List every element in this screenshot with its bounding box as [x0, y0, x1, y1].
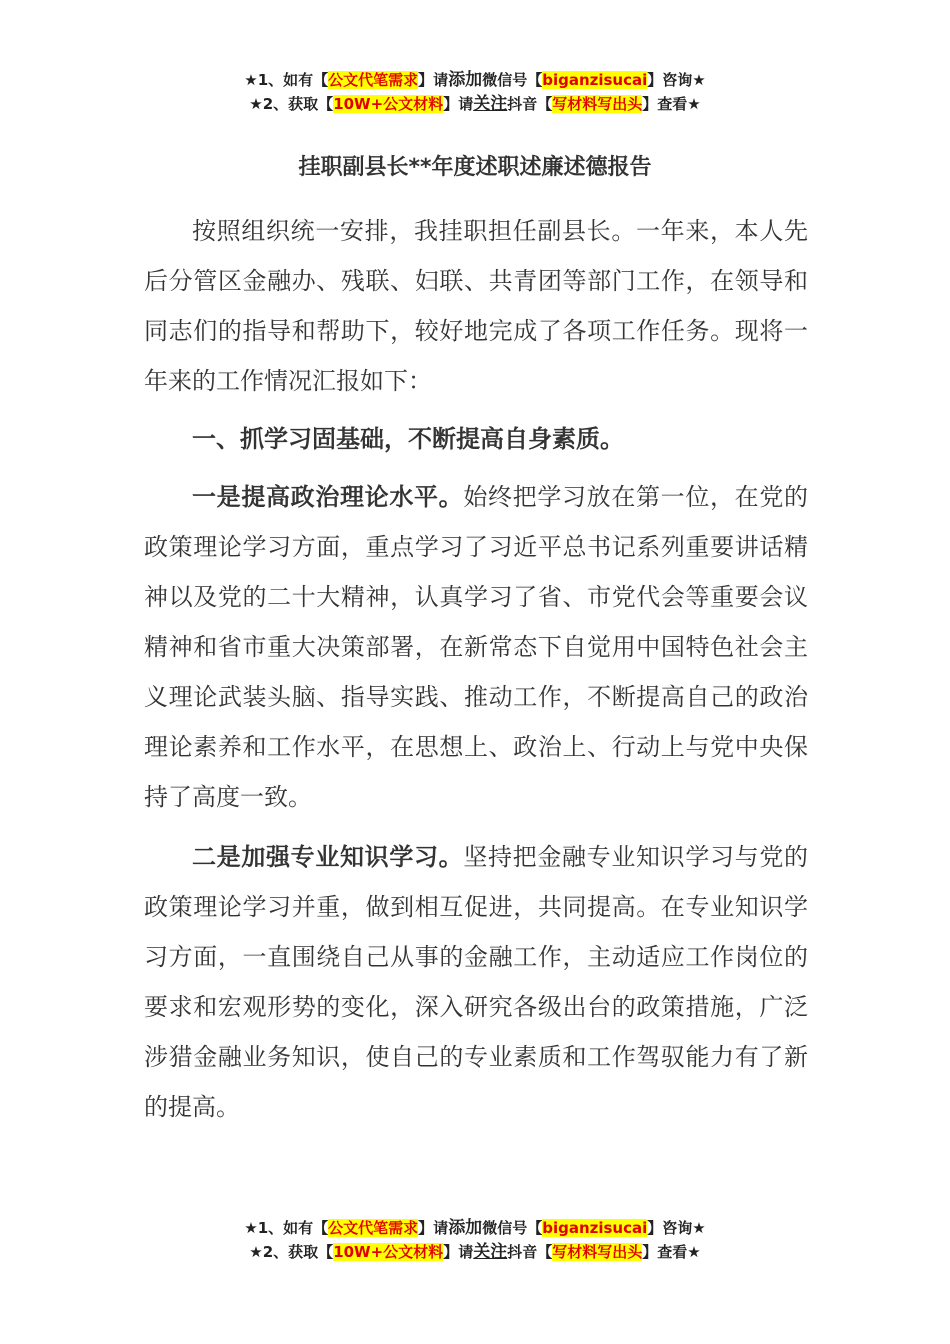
- banner-highlight: biganzisucai: [542, 71, 648, 89]
- document-body: [144, 206, 808, 1132]
- banner-text: 】查看★: [642, 95, 701, 113]
- paragraph-lead: 二是加强专业知识学习。: [192, 843, 464, 871]
- banner-emphasis: 关注: [473, 94, 508, 114]
- banner-highlight: 10W+公文材料: [333, 95, 444, 113]
- banner-highlight: 公文代笔需求: [328, 71, 419, 89]
- section-heading: 一、抓学习固基础，不断提高自身素质。: [192, 425, 624, 453]
- banner-text: ★2、获取【: [249, 1243, 334, 1261]
- banner-text: ★1、如有【: [244, 1219, 329, 1237]
- banner-text: ★2、获取【: [249, 95, 334, 113]
- banner-text: 抖音【: [507, 95, 553, 113]
- paragraph-text: 始终把学习放在第一位，在党的政策理论学习方面，重点学习了习近平总书记系列重要讲话精神以及党的二十大精神，认真学习了省、市党代会等重要会议精神和省市重大决策部署，在新常态下自觉用中国特色社会主义理论武装头脑、指导实践、推动工作，不断提高自己的政治理论素养和工作水平，在思想上、政治上、行动上与党中央保持了高度一致。: [144, 483, 809, 811]
- banner-text: 】查看★: [642, 1243, 701, 1261]
- banner-line-1: [0, 1216, 950, 1240]
- paragraph-professional-knowledge: [144, 832, 808, 1132]
- banner-emphasis: 关注: [473, 1242, 508, 1262]
- banner-text: 】请: [418, 71, 449, 89]
- banner-text: 】请: [443, 95, 474, 113]
- banner-highlight: biganzisucai: [542, 1219, 648, 1237]
- banner-text: 微信号【: [482, 1219, 543, 1237]
- paragraph-lead: 一是提高政治理论水平。: [192, 483, 464, 511]
- header-banner: [0, 68, 950, 116]
- intro-paragraph: 按照组织统一安排，我挂职担任副县长。一年来，本人先后分管区金融办、残联、妇联、共青团等部门工作，在领导和同志们的指导和帮助下，较好地完成了各项工作任务。现将一年来的工作情况汇报如下：: [144, 217, 808, 395]
- banner-line-2: [0, 1240, 950, 1264]
- banner-highlight: 写材料写出头: [552, 1243, 643, 1261]
- footer-banner: [0, 1216, 950, 1264]
- banner-line-1: [0, 68, 950, 92]
- document-title: 挂职副县长**年度述职述廉述德报告: [298, 155, 652, 180]
- banner-highlight: 公文代笔需求: [328, 1219, 419, 1237]
- banner-text: 】请: [443, 1243, 474, 1261]
- paragraph-political-theory: [144, 472, 808, 822]
- banner-text: 抖音【: [507, 1243, 553, 1261]
- banner-text: ★1、如有【: [244, 71, 329, 89]
- paragraph-text: 坚持把金融专业知识学习与党的政策理论学习并重，做到相互促进，共同提高。在专业知识学习方面，一直围绕自己从事的金融工作，主动适应工作岗位的要求和宏观形势的变化，深入研究各级出台的政策措施，广泛涉猎金融业务知识，使自己的专业素质和工作驾驭能力有了新的提高。: [144, 843, 809, 1121]
- banner-text: 】咨询★: [647, 71, 706, 89]
- banner-text: 】请: [418, 1219, 449, 1237]
- banner-highlight: 10W+公文材料: [333, 1243, 444, 1261]
- banner-line-2: [0, 92, 950, 116]
- banner-text: 微信号【: [482, 71, 543, 89]
- banner-highlight: 写材料写出头: [552, 95, 643, 113]
- banner-emphasis: 添加: [448, 1218, 483, 1238]
- banner-emphasis: 添加: [448, 70, 483, 90]
- banner-text: 】咨询★: [647, 1219, 706, 1237]
